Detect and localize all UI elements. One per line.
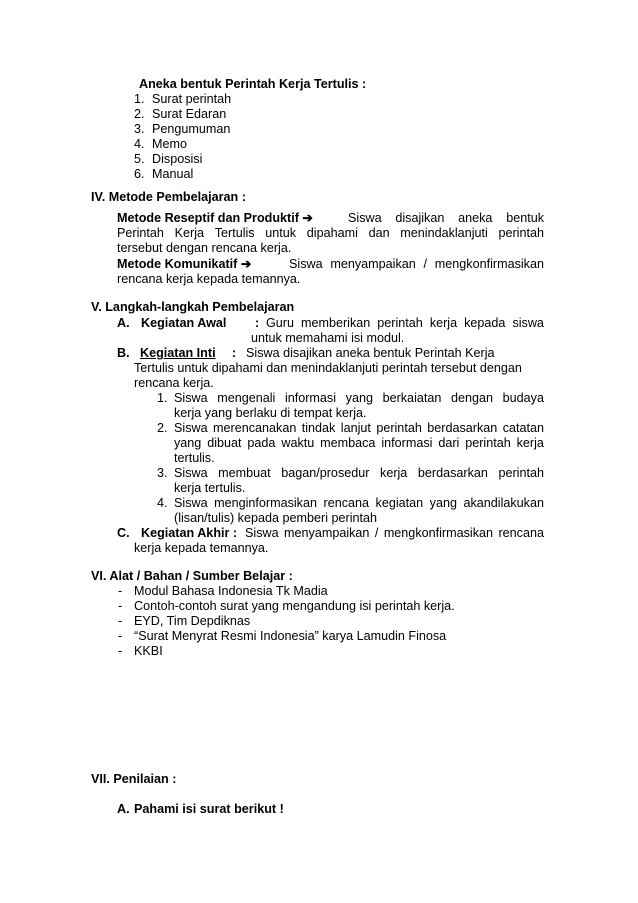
forms-item: Manual: [152, 167, 194, 181]
step-b-colon: :: [232, 346, 237, 360]
resource-item: “Surat Menyrat Resmi Indonesia” karya Lamudin Finosa: [134, 629, 447, 643]
inner-step-1-line2: kerja yang berlaku di tempat kerja.: [174, 406, 367, 420]
forms-item-num: 2.: [134, 107, 145, 121]
step-a-letter: A.: [117, 316, 130, 330]
step-c-label: Kegiatan Akhir :: [141, 526, 238, 540]
inner-step-num: 2.: [157, 421, 168, 435]
inner-step-num: 1.: [157, 391, 168, 405]
forms-item: Surat Edaran: [152, 107, 227, 121]
bullet-dash: -: [118, 614, 123, 628]
section-v-heading: V. Langkah-langkah Pembelajaran: [91, 300, 295, 314]
forms-item: Surat perintah: [152, 92, 232, 106]
arrow-right-icon: ➔: [302, 211, 313, 225]
resource-item: KKBI: [134, 644, 163, 658]
inner-step-num: 3.: [157, 466, 168, 480]
bullet-dash: -: [118, 629, 123, 643]
step-b-desc: Siswa disajikan aneka bentuk Perintah Kerja: [246, 346, 495, 360]
forms-item: Pengumuman: [152, 122, 231, 136]
bullet-dash: -: [118, 584, 123, 598]
inner-step-1: Siswa mengenali informasi yang berkaiatan dengan budaya: [174, 391, 544, 405]
forms-item: Memo: [152, 137, 187, 151]
method-receptive-label: Metode Reseptif dan Produktif ➔: [117, 211, 313, 225]
step-a-desc: Guru memberikan perintah kerja kepada siswa: [266, 316, 544, 330]
method-communicative-desc: Siswa menyampaikan / mengkonfirmasikan: [289, 257, 544, 271]
step-b-label: Kegiatan Inti: [140, 346, 216, 360]
method-receptive-line3: tersebut dengan rencana kerja.: [117, 241, 292, 255]
forms-item-num: 4.: [134, 137, 145, 151]
assessment-a-letter: A.: [117, 802, 130, 816]
section-vi-heading: VI. Alat / Bahan / Sumber Belajar :: [91, 569, 293, 583]
step-c-desc: Siswa menyampaikan / mengkonfirmasikan rencana: [245, 526, 544, 540]
inner-step-4: Siswa menginformasikan rencana kegiatan yang akandilakukan: [174, 496, 544, 510]
step-c-letter: C.: [117, 526, 130, 540]
inner-step-3: Siswa membuat bagan/prosedur kerja berdasarkan perintah: [174, 466, 544, 480]
section-vii-heading: VII. Penilaian :: [91, 772, 177, 786]
forms-title: Aneka bentuk Perintah Kerja Tertulis :: [139, 77, 367, 91]
bullet-dash: -: [118, 644, 123, 658]
step-b-desc-line3: rencana kerja.: [134, 376, 214, 390]
inner-step-2-line2: yang dibuat pada waktu membaca informasi dari perintah kerja: [174, 436, 544, 450]
inner-step-num: 4.: [157, 496, 168, 510]
assessment-a-text: Pahami isi surat berikut !: [134, 802, 284, 816]
inner-step-3-line2: kerja tertulis.: [174, 481, 246, 495]
step-a-label: Kegiatan Awal: [141, 316, 227, 330]
forms-item-num: 1.: [134, 92, 145, 106]
resource-item: Contoh-contoh surat yang mengandung isi perintah kerja.: [134, 599, 455, 613]
arrow-right-icon: ➔: [240, 257, 252, 271]
inner-step-2: Siswa merencanakan tindak lanjut perintah berdasarkan catatan: [174, 421, 544, 435]
step-a-colon: :: [255, 316, 260, 330]
inner-step-2-line3: tertulis.: [174, 451, 215, 465]
method-receptive-line2: Perintah Kerja Tertulis untuk dipahami dan menindaklanjuti perintah: [117, 226, 544, 240]
forms-item-num: 6.: [134, 167, 145, 181]
step-b-desc-line2: Tertulis untuk dipahami dan menindaklanjuti perintah tersebut dengan: [134, 361, 522, 375]
forms-item-num: 5.: [134, 152, 145, 166]
step-c-desc-line2: kerja kepada temannya.: [134, 541, 269, 555]
forms-item-num: 3.: [134, 122, 145, 136]
step-a-desc-line2: untuk memahami isi modul.: [251, 331, 405, 345]
inner-step-4-line2: (lisan/tulis) kepada pemberi perintah: [174, 511, 378, 525]
method-receptive-line: [117, 211, 544, 226]
method-communicative-label: Metode Komunikatif ➔: [117, 257, 252, 271]
resource-item: EYD, Tim Depdiknas: [134, 614, 251, 628]
method-receptive-desc: Siswa disajikan aneka bentuk: [348, 211, 544, 225]
resource-item: Modul Bahasa Indonesia Tk Madia: [134, 584, 328, 598]
section-iv-heading: IV. Metode Pembelajaran :: [91, 190, 246, 204]
method-communicative-line: [117, 257, 544, 272]
bullet-dash: -: [118, 599, 123, 613]
method-communicative-line2: rencana kerja kepada temannya.: [117, 272, 301, 286]
forms-item: Disposisi: [152, 152, 203, 166]
step-b-letter: B.: [117, 346, 130, 360]
